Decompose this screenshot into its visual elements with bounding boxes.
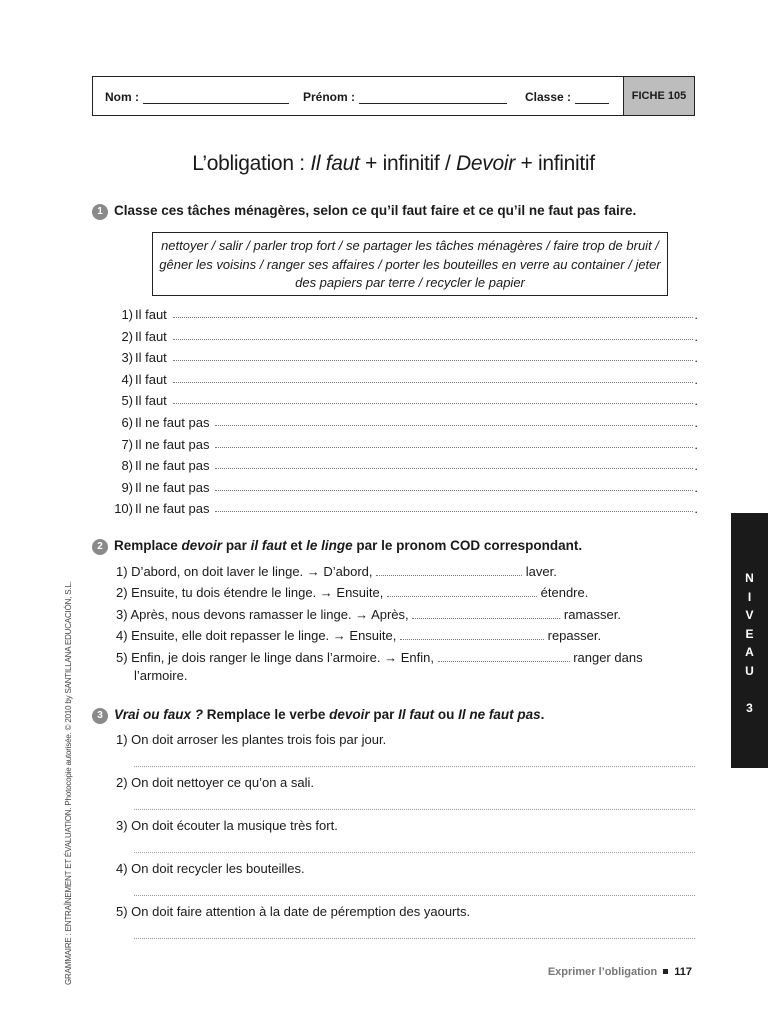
true-false-question: 4) On doit recycler les bouteilles. [116, 861, 305, 876]
answer-line[interactable] [134, 808, 695, 810]
instruction-text: ou [434, 707, 459, 722]
line-prompt: Il ne faut pas [135, 415, 210, 430]
title-part: + infinitif / [359, 152, 457, 175]
line-number: 3) [121, 350, 133, 366]
line-number: 6) [121, 415, 133, 430]
line-end: . [694, 328, 698, 344]
answer-line[interactable] [134, 894, 695, 896]
item-sentence: 5) Enfin, je dois ranger le linge dans l’armoire. → Enfin, [116, 650, 434, 665]
exercise-number-badge: 3 [92, 708, 108, 724]
line-prompt: Il faut [135, 393, 167, 409]
item-ending: étendre. [540, 585, 589, 600]
exercise-number-badge: 2 [92, 539, 108, 555]
classe-label: Classe : [525, 90, 572, 104]
line-end: . [694, 458, 698, 474]
classe-field[interactable] [525, 90, 609, 104]
exercise-number-badge: 1 [92, 204, 108, 220]
word-box: nettoyer / salir / parler trop fort / se partager les tâches ménagères / faire trop de bruit / gêner les voisins / ranger ses affaires / porter les bouteilles en verre au container / jeter des papiers par terre / recycler le papier [152, 232, 668, 296]
line-prompt: Il ne faut pas [135, 479, 210, 495]
niveau-label [731, 569, 768, 717]
line-prompt: Il faut [135, 328, 167, 344]
student-info-box [92, 76, 695, 116]
square-bullet-icon [663, 969, 668, 974]
rewrite-item [116, 584, 701, 602]
prenom-blank[interactable] [359, 93, 507, 104]
niveau-letter: I [747, 589, 752, 604]
fiche-number: FICHE 105 [623, 77, 694, 115]
niveau-letter: 3 [746, 700, 753, 715]
line-end: . [694, 307, 698, 322]
item-sentence: 4) Ensuite, elle doit repasser le linge. → Ensuite, [116, 628, 397, 643]
nom-label: Nom : [105, 90, 139, 104]
nom-blank[interactable] [143, 93, 289, 104]
niveau-letter: E [745, 626, 754, 641]
line-end: . [694, 436, 698, 452]
line-prompt: Il ne faut pas [135, 501, 210, 517]
title-part: + infinitif [514, 152, 595, 175]
answer-blank[interactable] [215, 467, 693, 469]
line-number: 5) [121, 393, 133, 409]
line-number: 9) [121, 479, 133, 495]
line-number: 1) [121, 307, 133, 322]
answer-line[interactable] [134, 851, 695, 853]
true-false-question: 5) On doit faire attention à la date de péremption des yaourts. [116, 904, 471, 919]
title-part-italic: Devoir [456, 152, 515, 175]
answer-blank[interactable] [215, 489, 693, 491]
true-false-question: 2) On doit nettoyer ce qu’on a sali. [116, 775, 315, 790]
copyright-credit: GRAMMAIRE : ENTRAÎNEMENT ET ÉVALUATION. Photocopie autorisée. © 2010 by SANTILLANA EDUCACIÓN, S.L. [64, 581, 73, 985]
line-number: 2) [121, 328, 133, 344]
answer-line[interactable] [100, 369, 698, 387]
answer-blank[interactable] [215, 424, 693, 426]
answer-line[interactable] [100, 326, 698, 344]
answer-blank[interactable] [173, 381, 694, 383]
line-prompt: Il faut [135, 350, 167, 366]
line-end: . [694, 501, 698, 517]
answer-line[interactable] [100, 455, 698, 473]
instruction-text: et [286, 538, 307, 553]
line-prompt: Il ne faut pas [135, 458, 210, 474]
instruction-text: Remplace [114, 538, 182, 553]
instruction-italic: Vrai ou faux ? [114, 707, 204, 722]
line-prompt: Il faut [135, 307, 167, 322]
line-end: . [694, 479, 698, 495]
instruction-italic: Il faut [398, 707, 435, 722]
rewrite-item [116, 563, 701, 581]
answer-line[interactable] [100, 477, 698, 495]
instruction-text: Classe ces tâches ménagères, selon ce qu’il faut faire et ce qu’il ne faut pas faire. [114, 203, 637, 218]
instruction-text: . [540, 707, 545, 722]
item-sentence: 1) D’abord, on doit laver le linge. → D’abord, [116, 564, 373, 579]
line-number: 7) [121, 436, 133, 452]
line-end: . [694, 415, 698, 430]
true-false-question: 3) On doit écouter la musique très fort. [116, 818, 338, 833]
line-number: 4) [121, 371, 133, 387]
item-ending: ramasser. [563, 607, 621, 622]
pronoun-blank[interactable] [400, 627, 544, 640]
niveau-letter: V [745, 608, 754, 622]
rewrite-item [116, 627, 701, 645]
exercise-1-instruction [92, 203, 702, 220]
prenom-label: Prénom : [303, 90, 356, 104]
prenom-field[interactable] [303, 90, 507, 104]
instruction-text: par [222, 538, 251, 553]
rewrite-item [116, 649, 701, 667]
item-ending: laver. [525, 564, 557, 579]
answer-line[interactable] [134, 765, 695, 767]
answer-blank[interactable] [173, 316, 694, 318]
niveau-letter: U [745, 663, 754, 678]
page-number: 117 [674, 966, 692, 978]
niveau-letter [731, 680, 768, 699]
line-prompt: Il ne faut pas [135, 436, 210, 452]
nom-field[interactable] [105, 90, 289, 104]
line-prompt: Il faut [135, 371, 167, 387]
pronoun-blank[interactable] [376, 563, 522, 576]
answer-line[interactable] [100, 498, 698, 516]
rewrite-item [116, 606, 701, 624]
exercise-3-instruction [92, 707, 702, 724]
instruction-text: par [369, 707, 399, 722]
answer-blank[interactable] [215, 446, 693, 448]
title-part-italic: Il faut [310, 152, 360, 175]
instruction-italic: devoir [181, 538, 223, 553]
pronoun-blank[interactable] [412, 606, 560, 619]
line-end: . [694, 371, 698, 387]
page-title [92, 152, 695, 176]
answer-line[interactable] [100, 412, 698, 430]
instruction-italic: devoir [329, 707, 370, 722]
title-part: L’obligation : [192, 152, 311, 175]
line-number: 10) [114, 501, 133, 517]
classe-blank[interactable] [575, 93, 609, 104]
niveau-letter: A [745, 645, 754, 659]
item-ending: repasser. [547, 628, 602, 643]
pronoun-blank[interactable] [438, 649, 570, 662]
item-sentence: 3) Après, nous devons ramasser le linge. → Après, [116, 607, 409, 622]
answer-line[interactable] [100, 434, 698, 452]
instruction-italic: le linge [306, 538, 353, 553]
instruction-italic: il faut [250, 538, 287, 553]
answer-line[interactable] [134, 937, 695, 939]
pronoun-blank[interactable] [387, 584, 537, 597]
exercise-2-instruction [92, 538, 702, 555]
item-ending: ranger dans [573, 650, 643, 665]
ex2-continuation: l’armoire. [134, 668, 188, 683]
true-false-question: 1) On doit arroser les plantes trois fois par jour. [116, 732, 387, 747]
answer-blank[interactable] [215, 510, 693, 512]
line-end: . [694, 350, 698, 366]
instruction-italic: Il ne faut pas [458, 707, 541, 722]
answer-line[interactable] [100, 304, 698, 322]
answer-blank[interactable] [173, 338, 694, 340]
instruction-text: par le pronom COD correspondant. [352, 538, 583, 553]
answer-line[interactable] [100, 347, 698, 365]
line-end: . [694, 393, 698, 409]
footer-section-label: Exprimer l’obligation [547, 966, 658, 978]
niveau-side-tab [731, 513, 768, 768]
page-footer [548, 966, 692, 978]
answer-line[interactable] [100, 390, 698, 408]
niveau-letter: N [745, 571, 754, 585]
answer-blank[interactable] [173, 359, 694, 361]
instruction-text: Remplace le verbe [203, 707, 330, 722]
line-number: 8) [121, 458, 133, 474]
answer-blank[interactable] [173, 402, 694, 404]
item-sentence: 2) Ensuite, tu dois étendre le linge. → Ensuite, [116, 585, 384, 600]
